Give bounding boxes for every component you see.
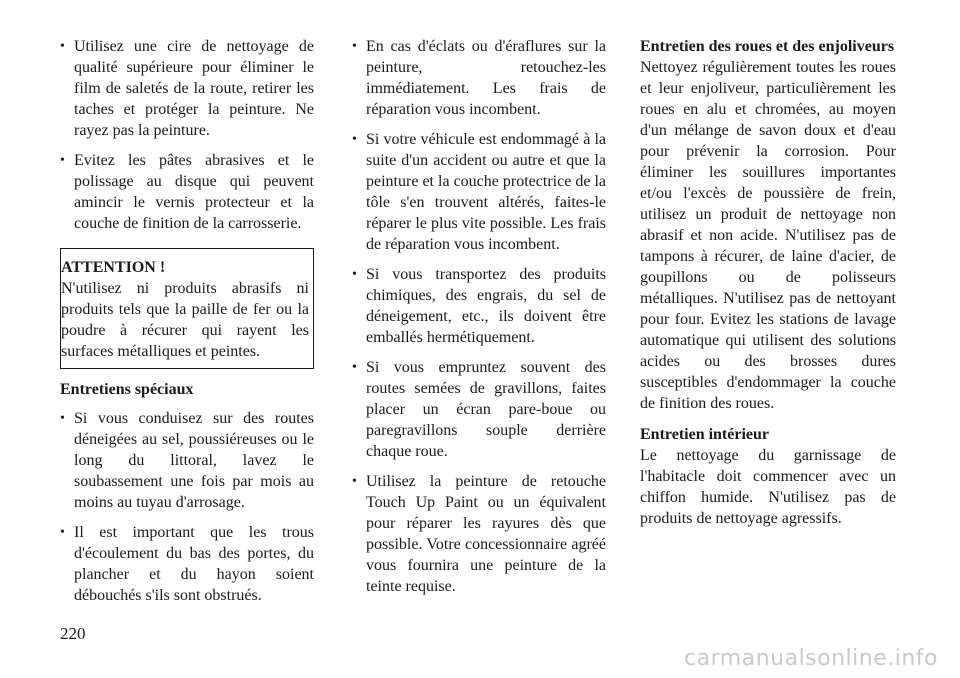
- section-heading-special-care: Entretiens spéciaux: [60, 381, 194, 398]
- left-column: [60, 36, 314, 615]
- page-number: 220: [60, 624, 86, 643]
- bullet-icon: •: [352, 360, 357, 375]
- bullet-icon: •: [60, 411, 65, 426]
- list-item: • En cas d'éclats ou d'éraflures sur la peinture, retouchez-les immédiatement. Les frais de réparation vous incombent.: [352, 38, 606, 118]
- bullet-icon: •: [60, 153, 65, 168]
- watermark: carmanualsonline.info: [684, 646, 938, 671]
- section-heading-wheels: Entretien des roues et des enjoliveurs: [640, 38, 895, 55]
- list-item: • Utilisez une cire de nettoyage de qualité supérieure pour éliminer le film de saletés de la route, retirer les taches et protéger la peinture. Ne rayez pas la peinture.: [60, 38, 314, 139]
- list-item: • Si vous transportez des produits chimiques, des engrais, du sel de déneigement, etc., ils doivent être emballés hermétiquement.: [352, 266, 606, 346]
- list-item: • Utilisez la peinture de retouche Touch Up Paint ou un équivalent pour réparer les rayures dès que possible. Votre concessionnaire agréé vous fournira une peinture de la teinte requise.: [352, 473, 606, 595]
- wheels-paragraph: Nettoyez régulièrement toutes les roues et leur enjoliveur, particulièrement les roues en alu et chromées, au moyen d'un mélange de savon doux et d'eau pour prévenir la corrosion. Pour éliminer les souillures importantes et/ou l'excès de poussière de frein, utilisez un produit de nettoyage non abrasif et non acide. N'utilisez pas de tampons à récurer, de laine d'acier, de goupillons ou de polisseurs métalliques. N'utilisez pas de nettoyant pour four. Evitez les stations de lavage automatique qui utilisent des solutions acides ou des brosses dures susceptibles d'endommager la couche de finition des roues.: [640, 59, 896, 412]
- warning-text: N'utilisez ni produits abrasifs ni produits tels que la paille de fer ou la poudre à récurer qui rayent les surfaces métalliques et peintes.: [61, 280, 309, 360]
- interior-paragraph: Le nettoyage du garnissage de l'habitacle doit commencer avec un chiffon humide. N'utilisez pas de produits de nettoyage agressifs.: [640, 447, 896, 527]
- bullet-icon: •: [352, 39, 357, 54]
- right-column: [640, 36, 896, 539]
- bullet-icon: •: [352, 267, 357, 282]
- warning-title: ATTENTION !: [61, 259, 166, 276]
- bullet-icon: •: [352, 474, 357, 489]
- list-item: • Si votre véhicule est endommagé à la suite d'un accident ou autre et que la peinture et la couche protectrice de la tôle s'en trouvent altérés, faites-le réparer le plus vite possible. Les frais de réparation vous incombent.: [352, 131, 606, 253]
- bullet-icon: •: [352, 132, 357, 147]
- care-bullet-list: [60, 36, 314, 234]
- middle-column: [352, 36, 606, 606]
- list-item: • Il est important que les trous d'écoulement du bas des portes, du plancher et du hayon soient débouchés s'ils sont obstrués.: [60, 524, 314, 604]
- list-item: • Si vous empruntez souvent des routes semées de gravillons, faites placer un écran pare-boue ou paregravillons souple derrière chaque roue.: [352, 359, 606, 460]
- list-item: • Evitez les pâtes abrasives et le polissage au disque qui peuvent amincir le vernis protecteur et la couche de finition de la carrosserie.: [60, 152, 314, 232]
- section-heading-interior: Entretien intérieur: [640, 426, 770, 443]
- warning-box: [60, 248, 314, 369]
- bullet-icon: •: [60, 39, 65, 54]
- list-item: • Si vous conduisez sur des routes déneigées au sel, poussiéreuses ou le long du littoral, lavez le soubassement une fois par mois au moins au tuyau d'arrosage.: [60, 410, 314, 511]
- bullet-icon: •: [60, 525, 65, 540]
- special-care-bullet-list: [60, 408, 314, 606]
- paint-care-bullet-list: [352, 36, 606, 597]
